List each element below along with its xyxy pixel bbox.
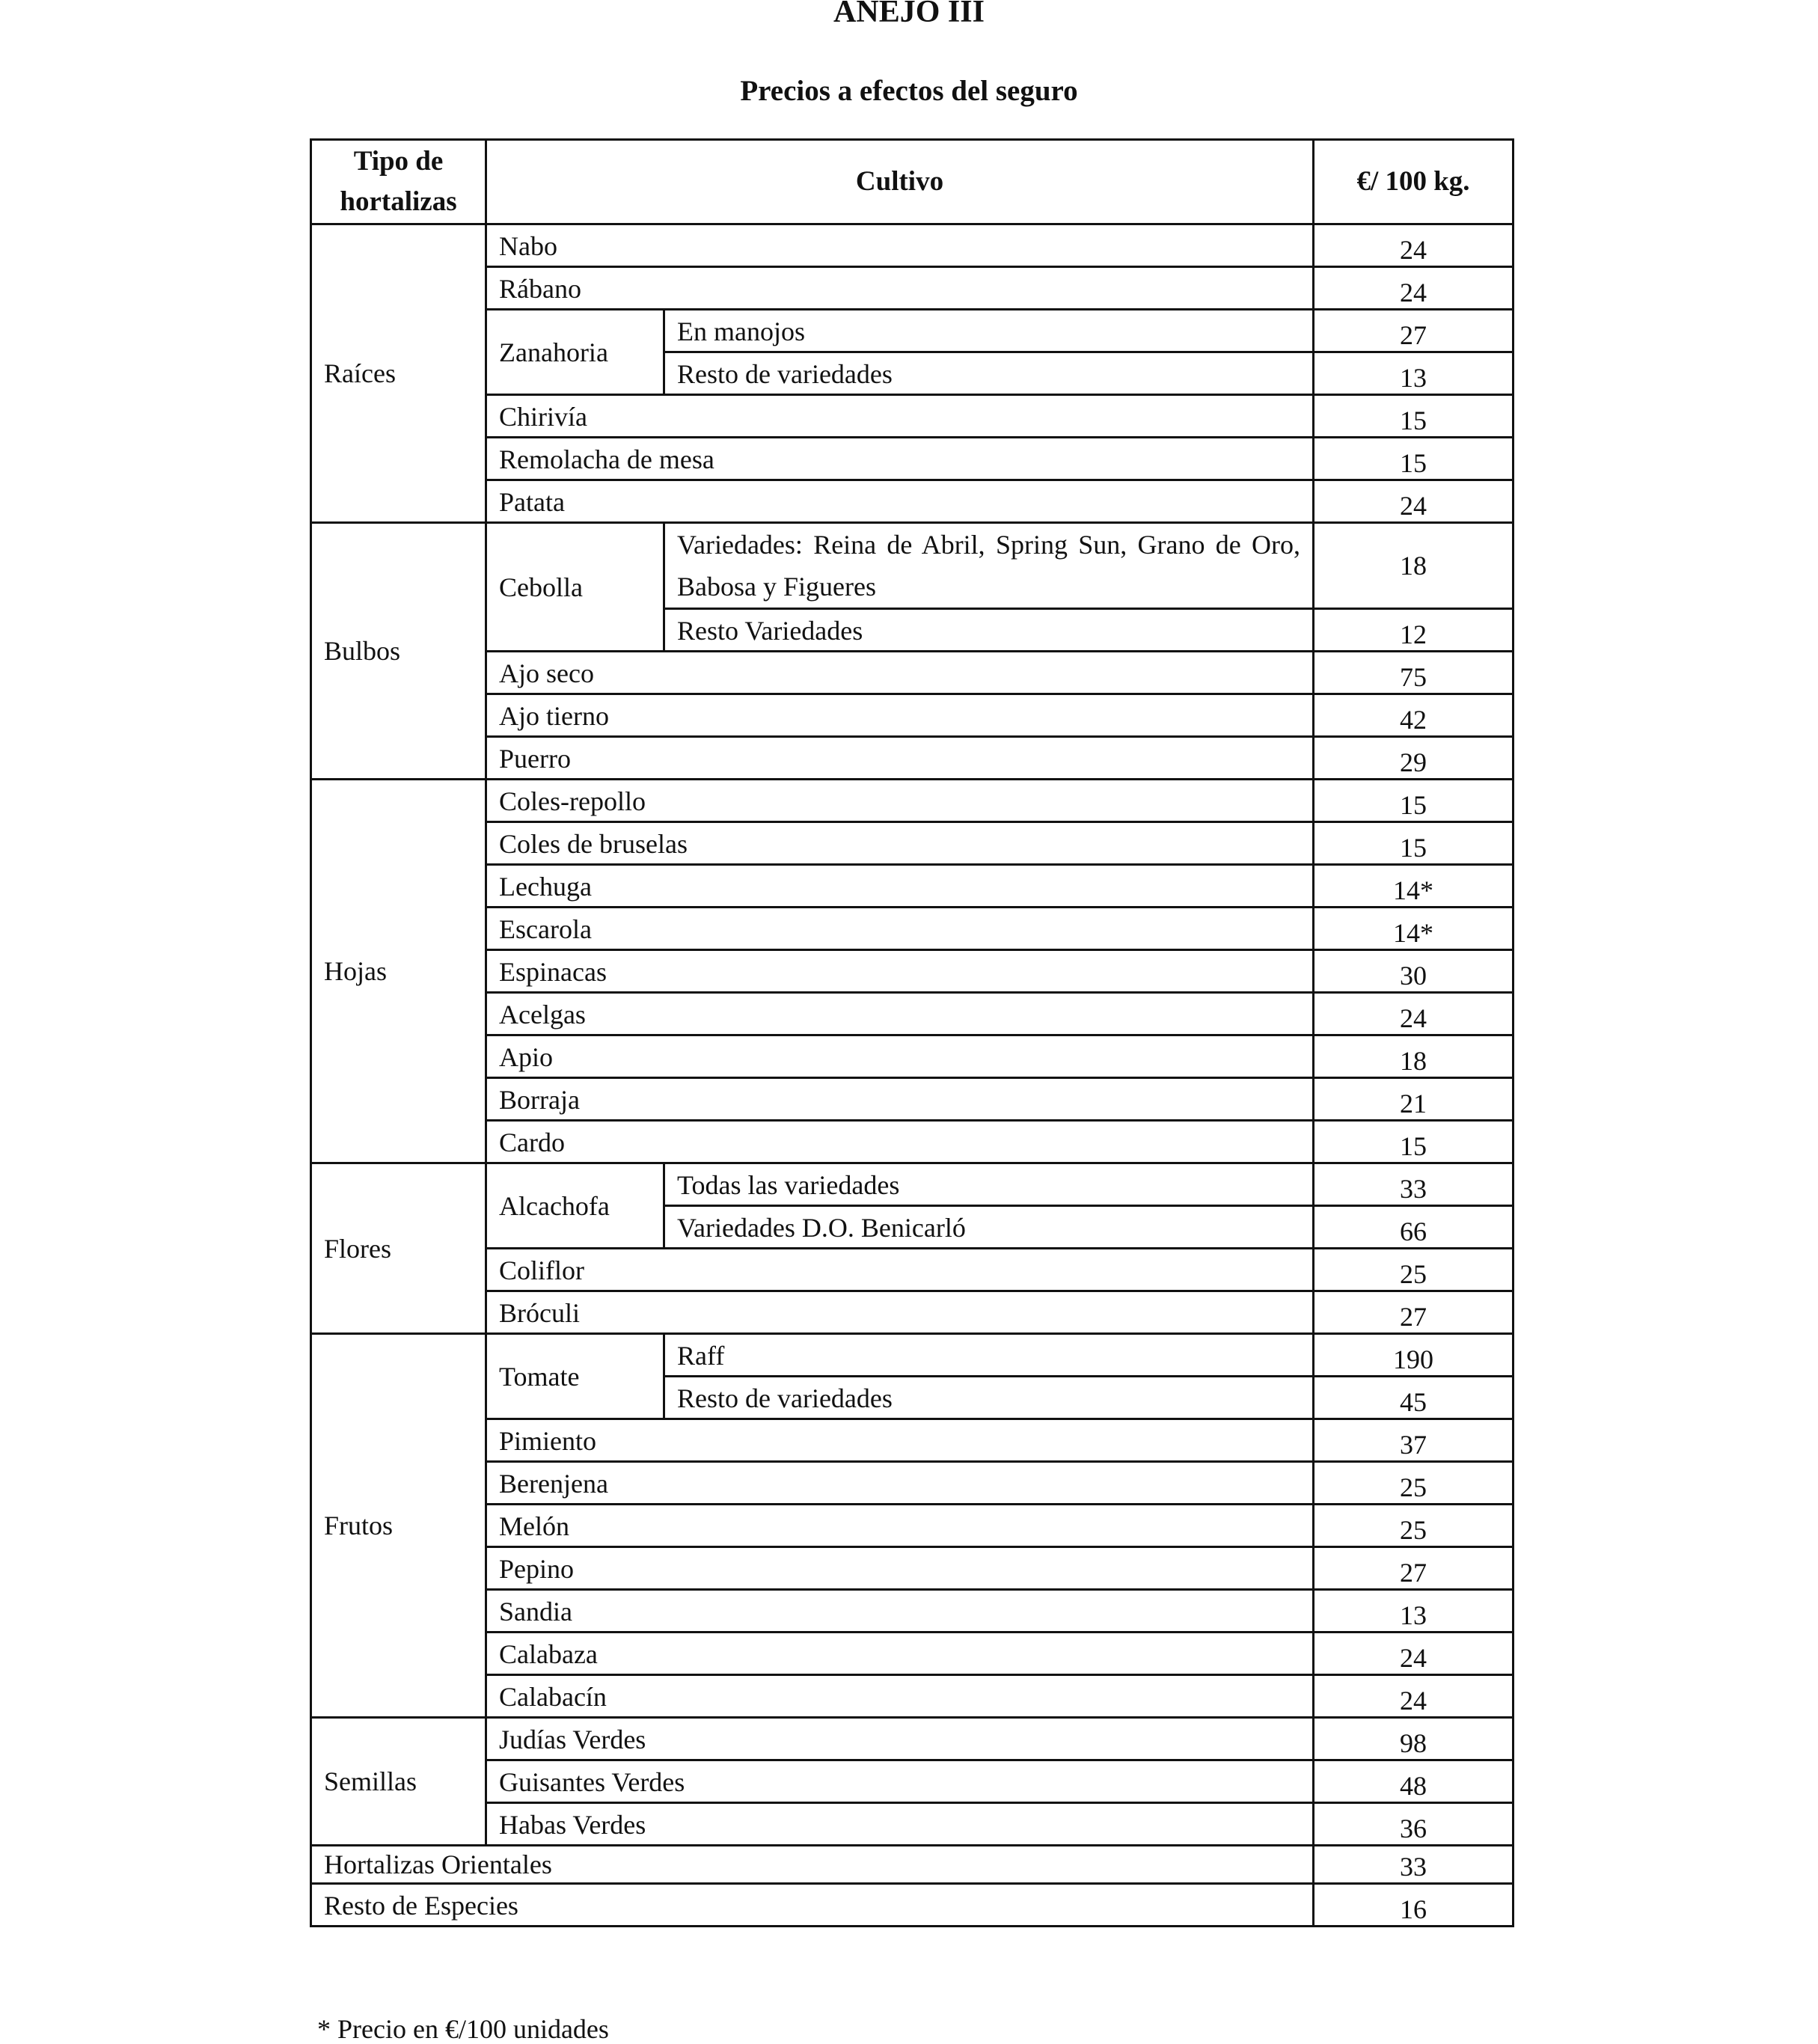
group-flores: Flores [311, 1163, 486, 1334]
table-row [311, 523, 1514, 609]
price-cell: 14* [1314, 865, 1514, 908]
price-table [310, 138, 1514, 1927]
header-price: €/ 100 kg. [1314, 140, 1514, 224]
price-cell: 27 [1314, 1547, 1514, 1590]
price-cell: 24 [1314, 993, 1514, 1035]
price-cell: 48 [1314, 1760, 1514, 1803]
table-row [311, 1675, 1514, 1718]
price-cell: 25 [1314, 1505, 1514, 1547]
table-row [311, 438, 1514, 480]
table-row [311, 1163, 1514, 1206]
group-frutos: Frutos [311, 1334, 486, 1718]
price-cell: 15 [1314, 395, 1514, 438]
price-cell: 33 [1314, 1163, 1514, 1206]
crop-cell: Apio [486, 1035, 1314, 1078]
price-cell: 18 [1314, 1035, 1514, 1078]
price-cell: 29 [1314, 737, 1514, 780]
table-row [311, 1035, 1514, 1078]
table-row [311, 993, 1514, 1035]
price-cell: 13 [1314, 1590, 1514, 1633]
table-header-row [311, 140, 1514, 224]
table-row [311, 1078, 1514, 1121]
price-cell: 36 [1314, 1803, 1514, 1846]
variety-cell: Resto de variedades [664, 1377, 1314, 1419]
table-row [311, 865, 1514, 908]
table-row [311, 1334, 1514, 1377]
price-cell: 16 [1314, 1884, 1514, 1927]
group-hojas: Hojas [311, 780, 486, 1163]
table-row [311, 1884, 1514, 1927]
crop-cell: Remolacha de mesa [486, 438, 1314, 480]
table-row [311, 652, 1514, 694]
crop-cell: Hortalizas Orientales [311, 1846, 1314, 1884]
crop-cell: Tomate [486, 1334, 664, 1419]
table-row [311, 822, 1514, 865]
price-cell: 14* [1314, 908, 1514, 950]
table-row [311, 1760, 1514, 1803]
page-title: ANEJO III [833, 0, 985, 29]
table-row [311, 1419, 1514, 1462]
table-row [311, 224, 1514, 267]
price-cell: 12 [1314, 609, 1514, 652]
price-cell: 190 [1314, 1334, 1514, 1377]
variety-cell: Variedades: Reina de Abril, Spring Sun, Grano de Oro, Babosa y Figueres [664, 523, 1314, 609]
crop-cell: Berenjena [486, 1462, 1314, 1505]
price-cell: 18 [1314, 523, 1514, 609]
crop-cell: Puerro [486, 737, 1314, 780]
price-cell: 15 [1314, 438, 1514, 480]
table-row [311, 310, 1514, 352]
crop-cell: Nabo [486, 224, 1314, 267]
table-row [311, 1547, 1514, 1590]
table-row [311, 1803, 1514, 1846]
price-cell: 24 [1314, 1675, 1514, 1718]
price-cell: 15 [1314, 822, 1514, 865]
crop-cell: Guisantes Verdes [486, 1760, 1314, 1803]
price-cell: 27 [1314, 310, 1514, 352]
crop-cell: Pepino [486, 1547, 1314, 1590]
crop-cell: Melón [486, 1505, 1314, 1547]
crop-cell: Borraja [486, 1078, 1314, 1121]
table-row [311, 1633, 1514, 1675]
table-row [311, 1846, 1514, 1884]
crop-cell: Cardo [486, 1121, 1314, 1163]
group-raices: Raíces [311, 224, 486, 523]
table-row [311, 1590, 1514, 1633]
crop-cell: Calabacín [486, 1675, 1314, 1718]
crop-cell: Patata [486, 480, 1314, 523]
price-cell: 13 [1314, 352, 1514, 395]
table-row [311, 1718, 1514, 1760]
table-row [311, 950, 1514, 993]
price-cell: 33 [1314, 1846, 1514, 1884]
table-row [311, 1505, 1514, 1547]
table-row [311, 780, 1514, 822]
crop-cell: Acelgas [486, 993, 1314, 1035]
crop-cell: Coliflor [486, 1249, 1314, 1291]
crop-cell: Chirivía [486, 395, 1314, 438]
table-row [311, 1249, 1514, 1291]
price-cell: 24 [1314, 1633, 1514, 1675]
table-row [311, 1462, 1514, 1505]
crop-cell: Cebolla [486, 523, 664, 652]
crop-cell: Rábano [486, 267, 1314, 310]
price-cell: 24 [1314, 480, 1514, 523]
crop-cell: Resto de Especies [311, 1884, 1314, 1927]
variety-cell: Todas las variedades [664, 1163, 1314, 1206]
table-row [311, 1121, 1514, 1163]
page-subtitle: Precios a efectos del seguro [740, 75, 1078, 107]
crop-cell: Habas Verdes [486, 1803, 1314, 1846]
crop-cell: Ajo tierno [486, 694, 1314, 737]
table-row [311, 1291, 1514, 1334]
variety-cell: En manojos [664, 310, 1314, 352]
crop-cell: Espinacas [486, 950, 1314, 993]
crop-cell: Judías Verdes [486, 1718, 1314, 1760]
variety-cell: Variedades D.O. Benicarló [664, 1206, 1314, 1249]
price-cell: 45 [1314, 1377, 1514, 1419]
price-cell: 66 [1314, 1206, 1514, 1249]
price-cell: 30 [1314, 950, 1514, 993]
group-bulbos: Bulbos [311, 523, 486, 780]
crop-cell: Ajo seco [486, 652, 1314, 694]
price-cell: 42 [1314, 694, 1514, 737]
price-cell: 15 [1314, 1121, 1514, 1163]
crop-cell: Pimiento [486, 1419, 1314, 1462]
crop-cell: Escarola [486, 908, 1314, 950]
price-cell: 24 [1314, 224, 1514, 267]
variety-cell: Raff [664, 1334, 1314, 1377]
header-cultivo: Cultivo [486, 140, 1314, 224]
price-cell: 37 [1314, 1419, 1514, 1462]
price-cell: 75 [1314, 652, 1514, 694]
variety-cell: Resto Variedades [664, 609, 1314, 652]
crop-cell: Calabaza [486, 1633, 1314, 1675]
price-cell: 25 [1314, 1462, 1514, 1505]
price-cell: 24 [1314, 267, 1514, 310]
table-row [311, 737, 1514, 780]
price-cell: 98 [1314, 1718, 1514, 1760]
header-tipo: Tipo de hortalizas [311, 140, 486, 224]
price-cell: 27 [1314, 1291, 1514, 1334]
variety-cell: Resto de variedades [664, 352, 1314, 395]
crop-cell: Zanahoria [486, 310, 664, 395]
crop-cell: Alcachofa [486, 1163, 664, 1249]
crop-cell: Bróculi [486, 1291, 1314, 1334]
price-cell: 21 [1314, 1078, 1514, 1121]
crop-cell: Lechuga [486, 865, 1314, 908]
table-row [311, 480, 1514, 523]
group-semillas: Semillas [311, 1718, 486, 1846]
table-row [311, 908, 1514, 950]
table-row [311, 395, 1514, 438]
table-row [311, 694, 1514, 737]
table-row [311, 267, 1514, 310]
price-cell: 15 [1314, 780, 1514, 822]
price-cell: 25 [1314, 1249, 1514, 1291]
footnote: * Precio en €/100 unidades [317, 2014, 609, 2044]
crop-cell: Coles-repollo [486, 780, 1314, 822]
crop-cell: Sandia [486, 1590, 1314, 1633]
crop-cell: Coles de bruselas [486, 822, 1314, 865]
